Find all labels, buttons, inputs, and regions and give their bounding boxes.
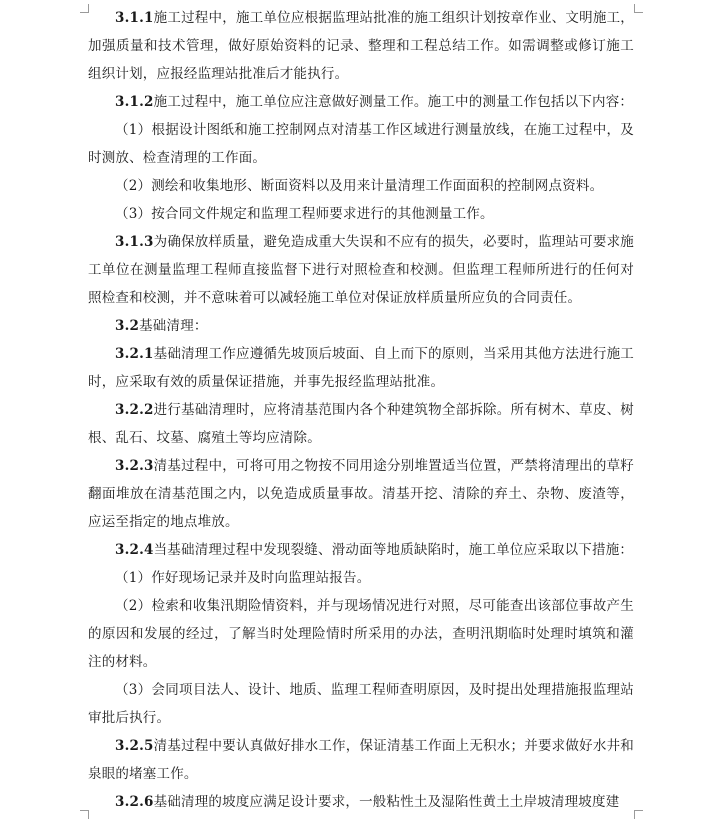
list-item: [88, 200, 634, 228]
section-number: 3.2.5: [115, 738, 154, 754]
paragraph-text: （1）根据设计图纸和施工控制网点对清基工作区域进行测量放线，在施工过程中，及时测放、检查清理的工作面。: [88, 122, 634, 166]
page-corner-mark: [634, 4, 643, 13]
paragraph-3-2-5: [88, 732, 634, 788]
section-number: 3.1.3: [115, 234, 154, 250]
section-heading-text: 基础清理：: [139, 318, 208, 334]
list-item: [88, 676, 634, 732]
paragraph-text: 基础清理工作应遵循先坡顶后坡面、自上而下的原则，当采用其他方法进行施工时，应采取有效的质量保证措施，并事先报经监理站批准。: [88, 346, 634, 390]
paragraph-3-2-6: [88, 788, 634, 816]
paragraph-text: （3）按合同文件规定和监理工程师要求进行的其他测量工作。: [115, 206, 494, 222]
paragraph-text: 为确保放样质量，避免造成重大失误和不应有的损失，必要时，监理站可要求施工单位在测量监理工程师直接监督下进行对照检查和校测。但监理工程师所进行的任何对照检查和校测，并不意味着可以减轻施工单位对保证放样质量所应负的合同责任。: [88, 234, 634, 306]
list-item: [88, 116, 634, 172]
paragraph-3-2-3: [88, 452, 634, 536]
paragraph-text: 进行基础清理时，应将清基范围内各个种建筑物全部拆除。所有树木、草皮、树根、乱石、坟墓、腐殖土等均应清除。: [88, 402, 634, 446]
paragraph-3-2-4: [88, 536, 634, 564]
list-item: [88, 592, 634, 676]
page-corner-mark: [634, 810, 643, 819]
paragraph-text: （1）作好现场记录并及时向监理站报告。: [115, 570, 371, 586]
section-heading-3-2: [88, 312, 634, 340]
document-body: [88, 4, 634, 816]
section-number: 3.2.2: [115, 402, 154, 418]
list-item: [88, 564, 634, 592]
paragraph-text: 施工过程中，施工单位应根据监理站批准的施工组织计划按章作业、文明施工，加强质量和技术管理，做好原始资料的记录、整理和工程总结工作。如需调整或修订施工组织计划，应报经监理站批准后才能执行。: [88, 10, 634, 82]
paragraph-text: 施工过程中，施工单位应注意做好测量工作。施工中的测量工作包括以下内容：: [153, 94, 634, 110]
section-number: 3.1.1: [115, 10, 154, 26]
paragraph-text: （3）会同项目法人、设计、地质、监理工程师查明原因，及时提出处理措施报监理站审批后执行。: [88, 682, 634, 726]
paragraph-text: 基础清理的坡度应满足设计要求，一般粘性土及湿陷性黄土土岸坡清理坡度建: [153, 794, 620, 810]
paragraph-text: 清基过程中，可将可用之物按不同用途分别堆置适当位置，严禁将清理出的草籽翻面堆放在清基范围之内，以免造成质量事故。清基开挖、清除的弃土、杂物、废渣等，应运至指定的地点堆放。: [88, 458, 634, 530]
paragraph-text: 清基过程中要认真做好排水工作，保证清基工作面上无积水；并要求做好水井和泉眼的堵塞工作。: [88, 738, 634, 782]
section-number: 3.2.6: [115, 794, 154, 810]
paragraph-3-1-3: [88, 228, 634, 312]
paragraph-3-1-2: [88, 88, 634, 116]
paragraph-text: （2）测绘和收集地形、断面资料以及用来计量清理工作面面积的控制网点资料。: [115, 178, 604, 194]
paragraph-text: 当基础清理过程中发现裂缝、滑动面等地质缺陷时，施工单位应采取以下措施：: [153, 542, 634, 558]
list-item: [88, 172, 634, 200]
paragraph-3-2-2: [88, 396, 634, 452]
section-number: 3.2.4: [115, 542, 154, 558]
section-number: 3.2.3: [115, 458, 154, 474]
section-number: 3.1.2: [115, 94, 154, 110]
paragraph-3-1-1: [88, 4, 634, 88]
section-number: 3.2.1: [115, 346, 154, 362]
paragraph-3-2-1: [88, 340, 634, 396]
paragraph-text: （2）检索和收集汛期险情资料，并与现场情况进行对照，尽可能查出该部位事故产生的原因和发展的经过，了解当时处理险情时所采用的办法，查明汛期临时处理时填筑和灌注的材料。: [88, 598, 634, 670]
section-number: 3.2: [115, 318, 140, 334]
